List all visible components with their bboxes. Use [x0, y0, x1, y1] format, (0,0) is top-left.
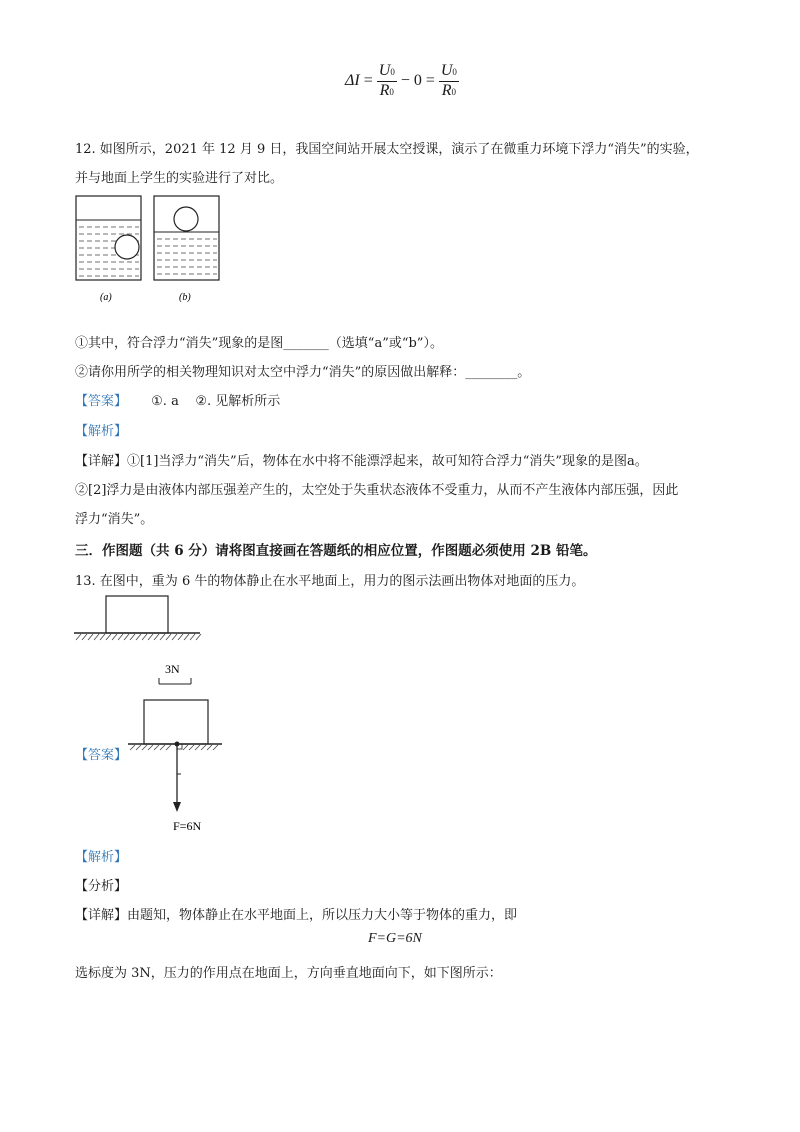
scale-bar	[159, 678, 191, 684]
fraction-2: $\frac{U0}{R0}$	[440, 62, 457, 99]
q12-detail-line2: ②[2]浮力是由液体内部压强差产生的，太空处于失重状态液体不受重力，从而不产生液体内部压强，因此	[75, 483, 679, 498]
force-arrow-head	[173, 802, 181, 812]
q12-line1: 12. 如图所示，2021 年 12 月 9 日，我国空间站开展太空授课，演示了在微重力环境下浮力“消失”的实验，	[75, 142, 699, 157]
label-b: (b)	[179, 292, 191, 303]
answer-block	[144, 700, 208, 744]
formula-lhs: ΔI	[345, 72, 360, 90]
q13-detail-line1: 【详解】由题知，物体静止在水平地面上，所以压力大小等于物体的重力，即	[75, 908, 518, 923]
ground-hatch	[76, 634, 201, 640]
q13-fenxi-tag: 【分析】	[75, 879, 128, 894]
q12-sub2: ②请你用所学的相关物理知识对太空中浮力“消失”的原因做出解释：________。	[75, 365, 531, 380]
answer-tag: 【答案】	[75, 394, 128, 409]
section3-heading: 三．作图题（共 6 分）请将图直接画在答题纸的相应位置，作图题必须使用 2B 铅笔。	[75, 543, 597, 559]
buoyancy-figure	[70, 192, 230, 310]
top-formula	[345, 62, 459, 101]
ball-a	[115, 235, 139, 259]
q12-analysis-tag: 【解析】	[75, 424, 128, 439]
q13-question: 13. 在图中，重为 6 牛的物体静止在水平地面上，用力的图示法画出物体对地面的压力。	[75, 574, 585, 589]
q12-line2: 并与地面上学生的实验进行了对比。	[75, 171, 284, 186]
fraction-1: $\frac{U0}{R0}$	[378, 62, 395, 99]
q13-answer-tag: 【答案】	[75, 748, 128, 763]
container-b	[154, 196, 219, 280]
q12-detail-line3: 浮力“消失”。	[75, 512, 154, 527]
q12-answer	[75, 390, 280, 409]
answer-ground-hatch	[130, 745, 218, 750]
q13-analysis-tag: 【解析】	[75, 850, 128, 865]
formula-eq: =	[363, 72, 373, 90]
label-a: (a)	[100, 292, 112, 303]
q13-formula: F=G=6N	[368, 931, 422, 946]
q12-sub1: ①其中，符合浮力“消失”现象的是图_______（选填“a”或“b”）。	[75, 336, 443, 351]
force-label: F=6N	[173, 819, 202, 833]
q13-answer-figure	[125, 658, 230, 838]
scale-label: 3N	[165, 662, 180, 676]
answer-text: ①. a ②. 见解析所示	[151, 394, 281, 409]
q12-detail-line1: 【详解】①[1]当浮力“消失”后，物体在水中将不能漂浮起来，故可知符合浮力“消失”现象的是图a。	[75, 454, 648, 469]
q13-question-figure	[72, 592, 207, 644]
q13-detail-line2: 选标度为 3N，压力的作用点在地面上，方向垂直地面向下，如下图所示：	[75, 966, 502, 981]
ball-b	[174, 207, 198, 231]
container-a	[76, 196, 141, 280]
formula-minus-zero: − 0 =	[400, 72, 435, 90]
block	[106, 596, 168, 633]
